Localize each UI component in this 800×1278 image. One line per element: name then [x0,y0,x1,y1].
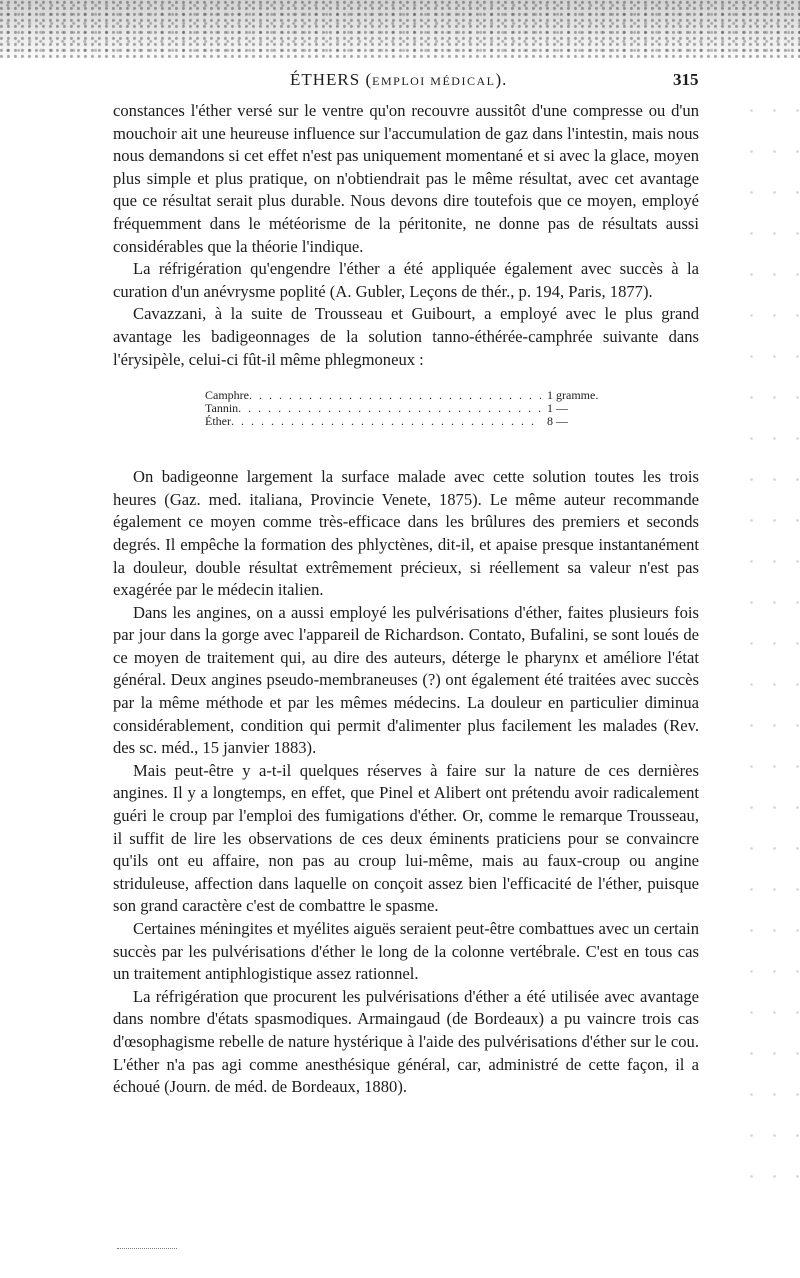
recipe-ingredient: Tannin [205,401,239,416]
recipe-ingredient: Camphre [205,388,249,403]
paragraph: constances l'éther versé sur le ventre qu'on recouvre aussitôt d'une compresse ou d'un mouchoir ait une heureuse influence sur l'accumulation de gaz dans l'intestin, mais nous nous demandons si cet effet n'est pas uniquement momentané et si avec la glace, moyen plus simple et plus pratique, on n'obtiendrait pas le même résultat, avec cet avantage que ce résultat serait plus durable. Nous devons dire toutefois que ce moyen, employé fréquemment dans le météorisme de la péritonite, ne donne pas de résultats aussi considérables que la théorie l'indique. [113,101,699,256]
paragraph: Dans les angines, on a aussi employé les pulvérisations d'éther, faites plusieurs fois par jour dans la gorge avec l'appareil de Richardson. Contato, Bufalini, se sont loués de ce moyen de traitement qui, au dire des auteurs, déterge le pharynx et améliore l'état général. Deux angines pseudo-membraneuses (?) ont également été traitées avec succès par la même méthode et par les mêmes médecins. La douleur en particulier diminua considérablement, condition qui permit d'alimenter plus facilement les malades (Rev. des sc. méd., 15 janvier 1883). [113,602,699,758]
recipe-quantity: 1 gramme. [547,388,599,403]
scan-specks [740,90,800,1190]
recipe-leader-dots [231,415,541,428]
body-text [113,100,699,1099]
paragraph: On badigeonne largement la surface malade avec cette solution toutes les trois heures (Gaz. med. italiana, Provincie Venete, 1875). Le même auteur recommande également ce moyen comme très-efficace dans les brûlures des premiers et seconds degrés. Il empêche la formation des phlyctènes, dit-il, et apaise presque instantanément la douleur, double résultat extrêmement précieux, si réellement sa valeur n'est pas exagérée par le médecin italien. [113,467,699,600]
running-header [0,70,800,96]
recipe-leader-dots [249,389,541,402]
scan-edge-noise [0,0,800,58]
running-title-small-caps: EMPLOI MÉDICAL [372,74,496,88]
running-title [290,70,507,90]
paragraph: La réfrigération que procurent les pulvérisations d'éther a été utilisée avec avantage dans nombre d'états spasmodiques. Armaingaud (de Bordeaux) a pu vaincre trois cas d'œsophagisme rebelle de nature hystérique à l'aide des pulvérisations d'éther sur le cou. L'éther n'a pas agi comme anesthésique général, car, administré de cette façon, il a échoué (Journ. de méd. de Bordeaux, 1880). [113,986,699,1097]
recipe-quantity: 1 — [547,401,568,416]
page-number: 315 [673,70,699,89]
recipe-ingredient: Éther [205,414,231,429]
paragraph: Cavazzani, à la suite de Trousseau et Guibourt, a employé avec le plus grand avantage les badigeonnages de la solution tanno-éthérée-camphrée suivante dans l'érysipèle, celui-ci fût-il même phlegmoneux : [113,304,699,369]
scan-bottom-mark [117,1248,177,1251]
running-title-main: ÉTHERS ( [290,70,373,89]
recipe-row [205,415,617,428]
paragraph: Certaines méningites et myélites aiguës seraient peut-être combattues avec un certain succès par les pulvérisations d'éther le long de la colonne vertébrale. C'est en tous cas un traitement antiphlogistique assez rationnel. [113,919,699,984]
recipe-leader-dots [238,402,541,415]
recipe-quantity: 8 — [547,414,568,429]
recipe-table [205,389,617,428]
running-title-close: ). [495,70,508,89]
paragraph: La réfrigération qu'engendre l'éther a été appliquée également avec succès à la curation d'un anévrysme poplité (A. Gubler, Leçons de thér., p. 194, Paris, 1877). [113,259,699,301]
paragraph: Mais peut-être y a-t-il quelques réserves à faire sur la nature de ces dernières angines. Il y a longtemps, en effet, que Pinel et Alibert ont prétendu avoir radicalement guéri le croup par l'emploi des fumigations d'éther. Or, comme le remarque Trousseau, il suffit de lire les observations de ces deux éminents praticiens pour se convaincre qu'ils ont eu affaire, non pas au croup lui-même, mais au faux-croup ou angine striduleuse, affection dans laquelle on conçoit assez bien l'efficacité de l'éther, puisque son grand caractère c'est de combattre le spasme. [113,760,699,916]
